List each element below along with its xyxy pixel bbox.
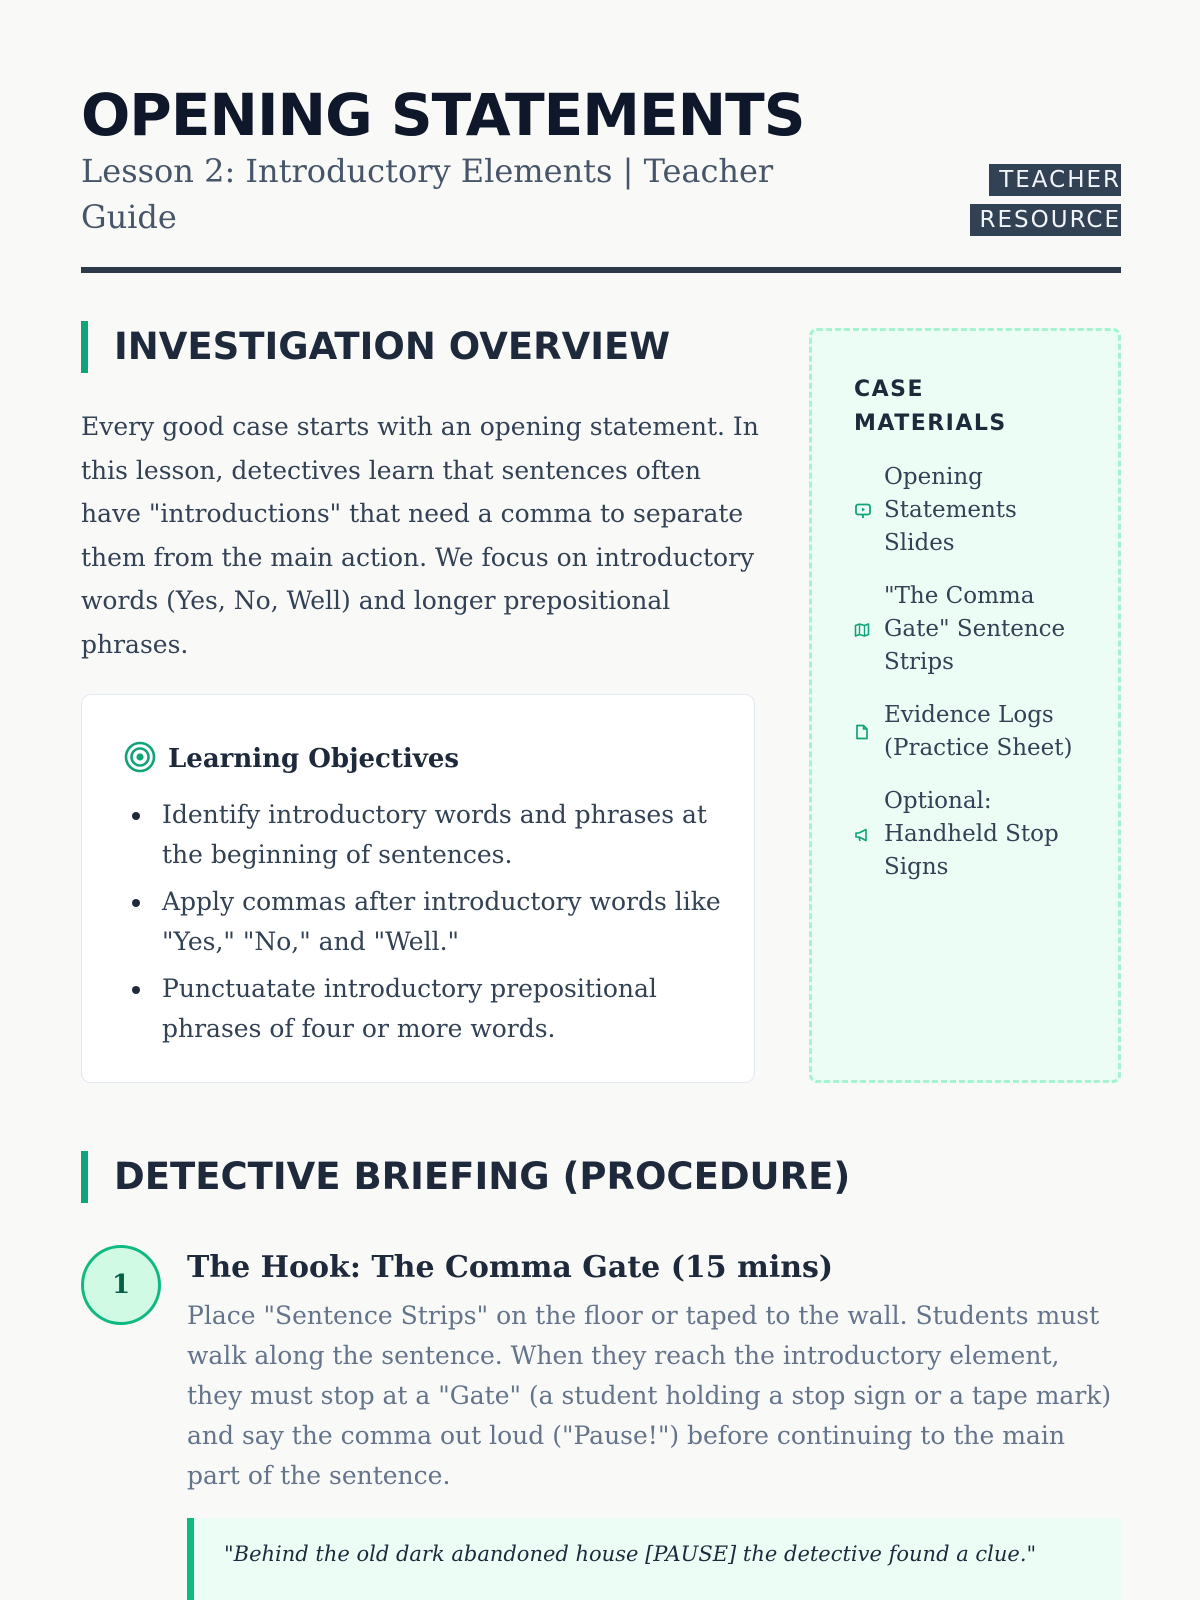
badge-label: TEACHER RESOURCE <box>970 164 1121 236</box>
objectives-list <box>162 795 722 1056</box>
megaphone-icon <box>854 827 884 843</box>
file-icon <box>854 724 884 740</box>
objectives-card <box>81 694 755 1083</box>
case-materials-title: CASE MATERIALS <box>854 377 1007 436</box>
page-title: OPENING STATEMENTS <box>81 81 805 149</box>
target-icon <box>124 741 156 777</box>
objectives-title: Learning Objectives <box>168 744 460 774</box>
map-icon <box>854 622 884 638</box>
objectives-header <box>124 741 459 777</box>
step-title: The Hook: The Comma Gate (15 mins) <box>187 1250 834 1285</box>
teacher-guide-page <box>81 0 1121 1600</box>
presentation-icon <box>854 502 884 520</box>
material-item <box>854 699 1094 765</box>
example-sentence: "Behind the old dark abandoned house [PAUSE] the detective found a clue." <box>187 1518 1121 1600</box>
objective-item: Apply commas after introductory words like "Yes," "No," and "Well." <box>162 882 722 962</box>
case-materials-list <box>854 461 1094 904</box>
header-divider <box>81 267 1121 273</box>
overview-text: Every good case starts with an opening statement. In this lesson, detectives learn that sentences often have "introductions" that need a comma to separate them from the main action. We focus on introductory words (Yes, No, Well) and longer prepositional phrases. <box>81 412 759 659</box>
procedure-heading: DETECTIVE BRIEFING (PROCEDURE) <box>81 1151 850 1203</box>
page-subtitle: Lesson 2: Introductory Elements | Teacher Guide <box>81 152 774 236</box>
material-label: Optional: Handheld Stop Signs <box>884 788 1059 880</box>
material-label: "The Comma Gate" Sentence Strips <box>884 583 1066 675</box>
material-item <box>854 580 1094 679</box>
material-item <box>854 461 1094 560</box>
material-label: Evidence Logs (Practice Sheet) <box>884 702 1073 761</box>
material-label: Opening Statements Slides <box>884 464 1017 556</box>
material-item <box>854 785 1094 884</box>
case-materials-box <box>809 328 1121 1083</box>
teacher-resource-badge <box>948 160 1121 240</box>
objective-item: Punctuatate introductory prepositional phrases of four or more words. <box>162 969 722 1049</box>
overview-heading: INVESTIGATION OVERVIEW <box>81 321 670 373</box>
step-description: Place "Sentence Strips" on the floor or taped to the wall. Students must walk along the sentence. When they reach the introductory element, they must stop at a "Gate" (a student holding a stop sign or a tape mark) and say the comma out loud ("Pause!") before continuing to the main part of the sentence. <box>187 1301 1112 1490</box>
objective-item: Identify introductory words and phrases at the beginning of sentences. <box>162 795 722 875</box>
step-number-badge: 1 <box>81 1245 161 1325</box>
